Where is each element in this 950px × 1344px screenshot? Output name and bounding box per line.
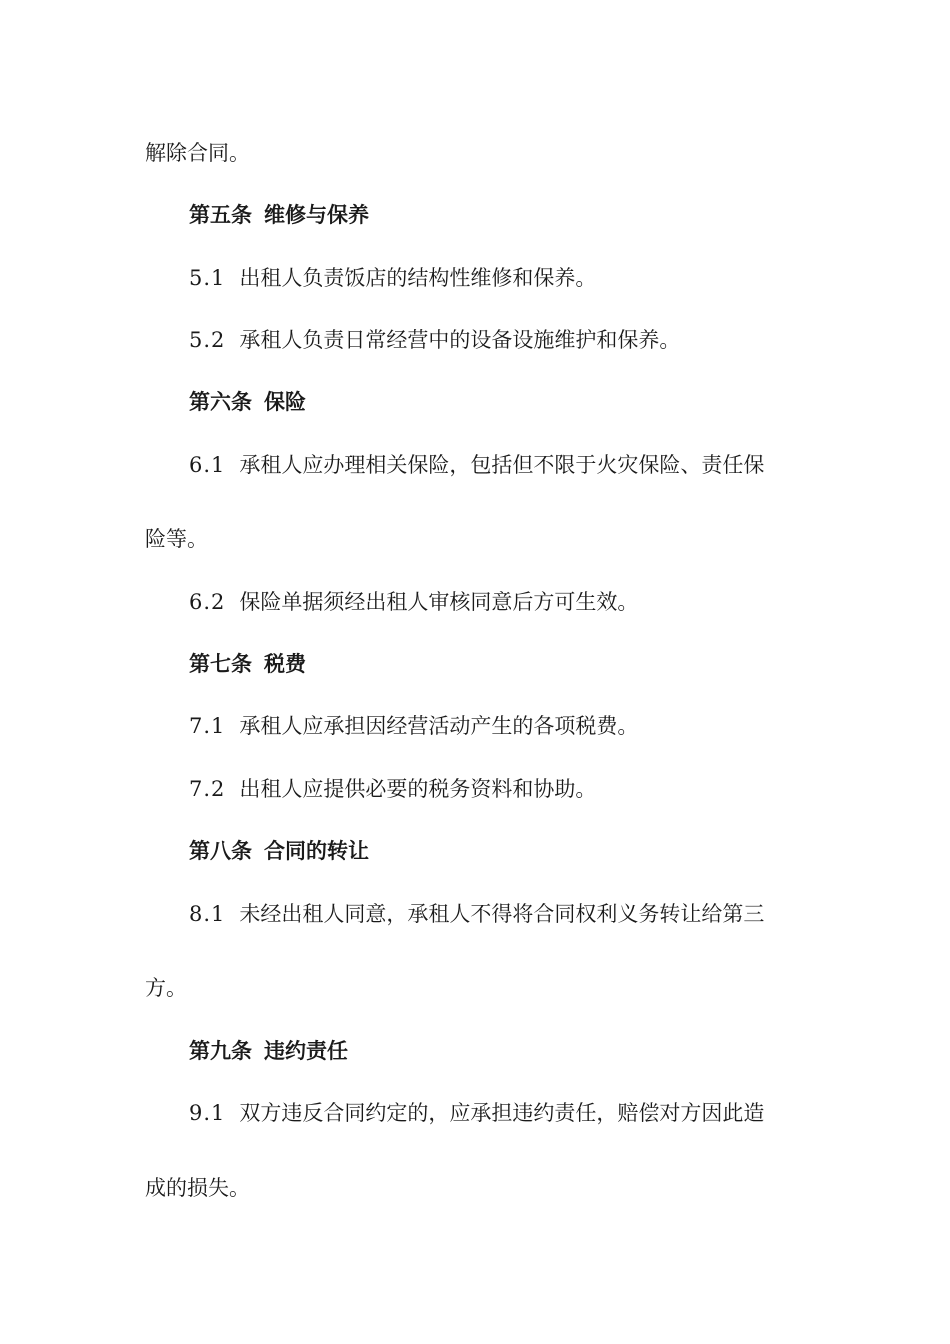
clause-text: 承租人应办理相关保险，包括但不限于火灾保险、责任保 xyxy=(239,453,765,477)
clause-number: 6.1 xyxy=(189,453,226,477)
paragraph-continuation: 方。 xyxy=(145,976,187,1000)
section-title: 合同的转让 xyxy=(264,839,369,863)
section-label: 第九条 xyxy=(189,1039,252,1063)
section-title: 违约责任 xyxy=(264,1039,348,1063)
clause-text: 未经出租人同意，承租人不得将合同权利义务转让给第三 xyxy=(239,902,765,926)
section-title: 维修与保养 xyxy=(264,203,369,227)
clause-9-1 xyxy=(189,1098,764,1128)
clause-text: 双方违反合同约定的，应承担违约责任，赔偿对方因此造 xyxy=(239,1101,765,1125)
clause-8-1 xyxy=(189,899,764,929)
section-label: 第七条 xyxy=(189,652,252,676)
clause-text: 出租人负责饭店的结构性维修和保养。 xyxy=(239,266,597,290)
clause-5-2 xyxy=(189,325,680,355)
clause-number: 9.1 xyxy=(189,1101,226,1125)
clause-6-2 xyxy=(189,587,638,617)
section-label: 第八条 xyxy=(189,839,252,863)
clause-text: 承租人负责日常经营中的设备设施维护和保养。 xyxy=(239,328,681,352)
clause-7-2 xyxy=(189,774,596,804)
paragraph-continuation: 险等。 xyxy=(145,527,208,551)
clause-number: 8.1 xyxy=(189,902,226,926)
section-title: 保险 xyxy=(264,390,306,414)
section-heading-9 xyxy=(189,1036,348,1066)
paragraph-continuation: 成的损失。 xyxy=(145,1176,250,1200)
clause-number: 7.1 xyxy=(189,714,226,738)
clause-text: 承租人应承担因经营活动产生的各项税费。 xyxy=(239,714,639,738)
paragraph-continuation: 解除合同。 xyxy=(145,141,250,165)
clause-number: 5.2 xyxy=(189,328,226,352)
clause-5-1 xyxy=(189,263,596,293)
clause-number: 6.2 xyxy=(189,590,226,614)
clause-text: 保险单据须经出租人审核同意后方可生效。 xyxy=(239,590,639,614)
section-heading-7 xyxy=(189,649,306,679)
section-label: 第六条 xyxy=(189,390,252,414)
section-heading-6 xyxy=(189,387,306,417)
section-label: 第五条 xyxy=(189,203,252,227)
section-heading-5 xyxy=(189,200,369,230)
clause-number: 5.1 xyxy=(189,266,226,290)
clause-text: 出租人应提供必要的税务资料和协助。 xyxy=(239,777,597,801)
section-title: 税费 xyxy=(264,652,306,676)
clause-number: 7.2 xyxy=(189,777,226,801)
clause-6-1 xyxy=(189,450,764,480)
clause-7-1 xyxy=(189,711,638,741)
section-heading-8 xyxy=(189,836,369,866)
